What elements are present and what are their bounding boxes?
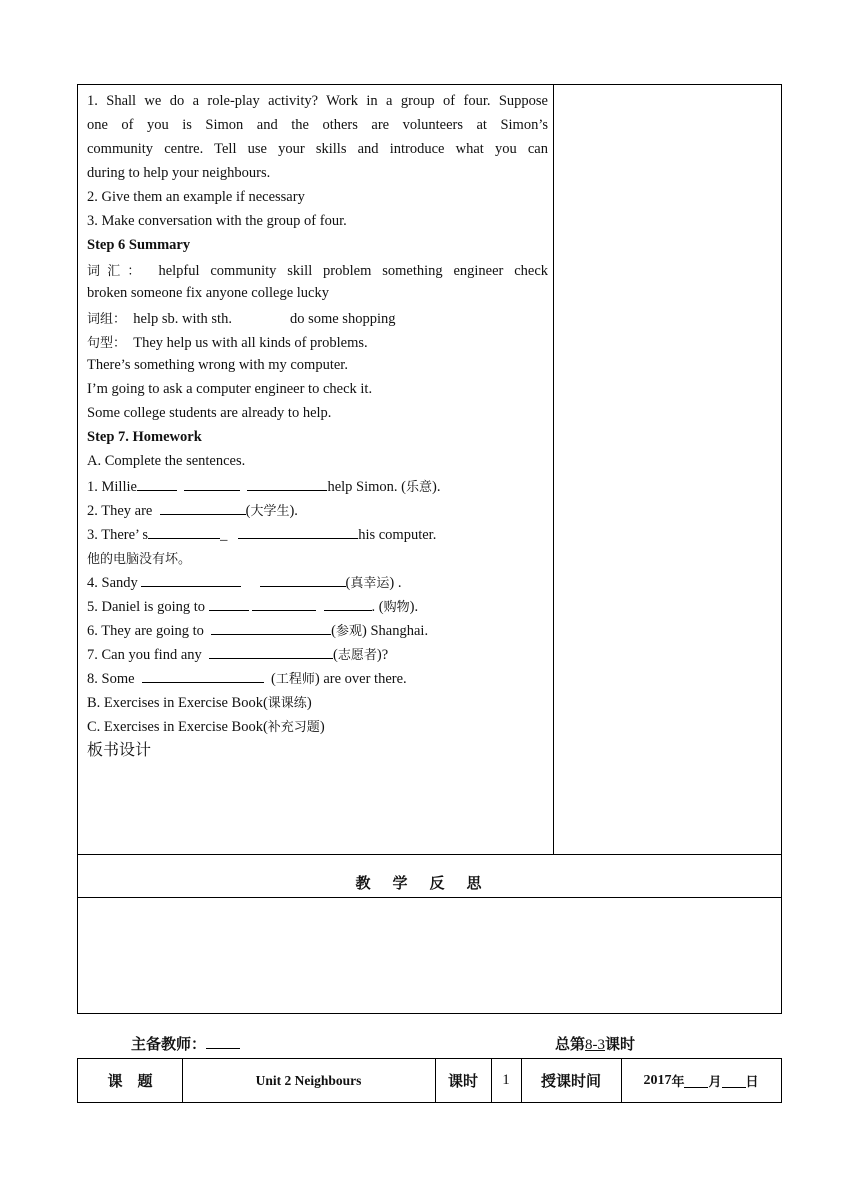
chinese-hint: 真幸运	[350, 576, 390, 591]
homework-heading: A. Complete the sentences.	[87, 453, 246, 469]
day-blank	[722, 1074, 746, 1088]
exercise-sentence	[87, 644, 388, 664]
row-divider	[78, 854, 781, 855]
sentence-text: 5. Daniel is going to	[87, 599, 206, 615]
pattern-line: There’s something wrong with my computer.	[87, 357, 348, 373]
exercise-sentence	[87, 668, 407, 688]
step-heading: Step 6 Summary	[87, 237, 191, 253]
phrase-label: 词组：	[87, 312, 127, 327]
topic-value: Unit 2 Neighbours	[255, 1072, 362, 1088]
exercise-sentence	[87, 476, 440, 496]
answer-blank	[148, 525, 220, 539]
vocab-line	[87, 260, 548, 280]
exercise-sentence	[87, 620, 428, 640]
period-label: 课时	[447, 1072, 478, 1090]
vocab-line: broken someone fix anyone college lucky	[87, 285, 329, 301]
pattern-line: Some college students are already to help.	[87, 405, 332, 421]
sentence-text: his computer.	[358, 527, 437, 543]
exercise-sentence	[87, 500, 298, 520]
sentence-text: 7. Can you find any	[87, 647, 202, 663]
homework-item	[87, 692, 312, 712]
answer-blank	[260, 573, 346, 587]
sentence-text: )?	[376, 647, 389, 663]
sentence-text: 3. There’ s	[87, 527, 149, 543]
date-day-unit: 日	[745, 1075, 759, 1090]
step-heading: Step 7. Homework	[87, 429, 202, 445]
topic-label: 课 题	[107, 1072, 153, 1090]
vocab-words: helpful community skill problem something engineer check	[158, 263, 549, 279]
sentence-text: 6. They are going to	[87, 623, 204, 639]
list-item: 2. Give them an example if necessary	[87, 189, 305, 205]
chinese-hint: 课课练	[267, 696, 307, 711]
total-suffix: 课时	[605, 1035, 636, 1053]
answer-blank	[238, 525, 358, 539]
date-month-unit: 月	[708, 1075, 722, 1090]
answer-blank	[324, 597, 372, 611]
total-periods	[555, 1033, 635, 1054]
phrase-line	[87, 308, 395, 328]
paragraph-line: during to help your neighbours.	[87, 165, 271, 181]
sentence-text: 2. They are	[87, 503, 153, 519]
teaching-content-cell	[78, 85, 554, 854]
pattern-1: They help us with all kinds of problems.	[133, 335, 368, 351]
reflection-title: 教学反思	[355, 874, 504, 892]
sentence-text: (	[271, 671, 276, 687]
teaching-date	[621, 1059, 781, 1102]
pattern-line	[87, 332, 368, 352]
paragraph-line: 1. Shall we do a role-play activity? Work in a group of four. Suppose	[87, 93, 548, 109]
chinese-hint: 补充习题	[267, 720, 320, 735]
sentence-text: ).	[409, 599, 419, 615]
sentence-text: ) .	[389, 575, 402, 591]
list-item: 3. Make conversation with the group of four.	[87, 213, 347, 229]
answer-blank	[247, 477, 327, 491]
paragraph-line: one of you is Simon and the others are volunteers at Simon’s	[87, 117, 548, 133]
sentence-text: ).	[432, 479, 441, 495]
answer-blank	[211, 621, 331, 635]
sentence-text: )	[306, 695, 312, 711]
chinese-hint: 购物	[383, 600, 410, 615]
sentence-text: 1. Millie	[87, 479, 137, 495]
phrase-a: help sb. with sth.	[133, 311, 232, 327]
answer-blank	[184, 477, 240, 491]
pattern-line: I’m going to ask a computer engineer to check it.	[87, 381, 373, 397]
homework-item	[87, 716, 325, 736]
period-value: 1	[502, 1072, 510, 1088]
exercise-sentence	[87, 596, 418, 616]
sentence-text: 4. Sandy	[87, 575, 138, 591]
lesson-info-table	[77, 1058, 782, 1103]
date-year: 2017	[643, 1072, 672, 1088]
row-divider	[78, 897, 781, 898]
pattern-label: 句型：	[87, 336, 127, 351]
board-design-heading: 板书设计	[87, 740, 152, 759]
answer-blank	[209, 645, 333, 659]
answer-blank	[137, 477, 177, 491]
lesson-plan-table	[77, 84, 782, 1014]
lead-teacher-blank	[206, 1034, 240, 1049]
sentence-text: )	[319, 719, 325, 735]
chinese-hint: 乐意	[406, 480, 433, 495]
chinese-hint: 大学生	[250, 504, 290, 519]
lead-teacher-label: 主备教师：	[131, 1035, 207, 1053]
sentence-text: help Simon. (	[327, 479, 406, 495]
sentence-text: (	[333, 647, 338, 663]
sentence-text: _	[220, 527, 228, 543]
month-blank	[684, 1074, 708, 1088]
sentence-text: (	[245, 503, 251, 519]
date-year-unit: 年	[671, 1075, 685, 1090]
sentence-text: ) Shanghai.	[362, 623, 429, 639]
sentence-text: (	[345, 575, 351, 591]
chinese-hint: 他的电脑没有坏。	[87, 552, 192, 567]
sentence-text: (	[331, 623, 337, 639]
total-value: 8-3	[585, 1037, 606, 1053]
answer-blank	[160, 501, 246, 515]
answer-blank	[252, 597, 316, 611]
answer-blank	[209, 597, 249, 611]
sentence-text: 8. Some	[87, 671, 135, 687]
sentence-text: . (	[371, 599, 384, 615]
chinese-hint: 参观	[336, 624, 363, 639]
paragraph-line: community centre. Tell use your skills and introduce what you can	[87, 141, 548, 157]
sentence-text: ).	[289, 503, 298, 519]
answer-blank	[142, 669, 264, 683]
total-prefix: 总第	[555, 1035, 586, 1053]
phrase-b: do some shopping	[289, 311, 396, 327]
exercise-sentence	[87, 525, 436, 544]
answer-blank	[141, 573, 241, 587]
sentence-text: C. Exercises in Exercise Book(	[87, 719, 268, 735]
chinese-hint: 志愿者	[337, 648, 377, 663]
lead-teacher-field	[131, 1033, 240, 1054]
exercise-sentence	[87, 572, 401, 592]
sentence-text: B. Exercises in Exercise Book(	[87, 695, 268, 711]
teaching-time-label: 授课时间	[540, 1072, 601, 1090]
sentence-text: ) are over there.	[314, 671, 407, 687]
vocab-label: 词汇：	[87, 264, 148, 279]
chinese-hint: 工程师	[275, 672, 315, 687]
